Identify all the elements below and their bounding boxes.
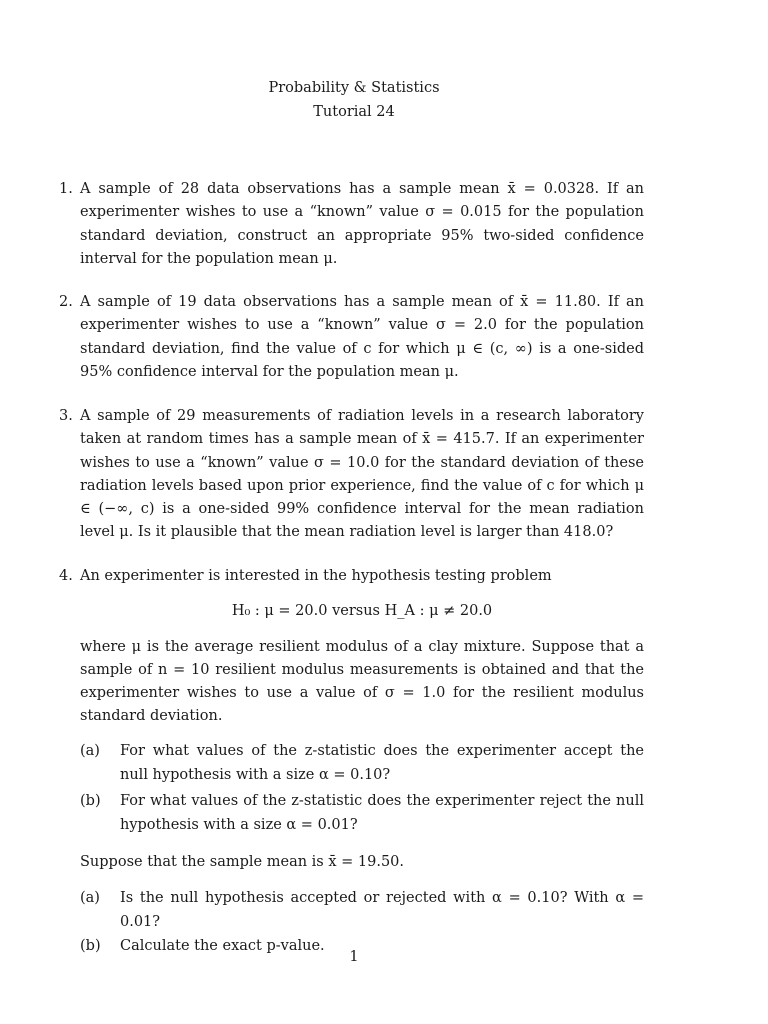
page-number: 1 bbox=[349, 949, 359, 965]
problem-number: 2. bbox=[59, 294, 73, 310]
sub-question-label: (b) bbox=[80, 792, 101, 809]
problem-number: 1. bbox=[59, 181, 73, 197]
sub-question-text: For what values of the z-statistic does the experimenter reject the null hypothesis with a size α = 0.01? bbox=[120, 792, 644, 833]
problem-text: A sample of 28 data observations has a sample mean x̄ = 0.0328. If an experimenter wishes to use a “known” value σ = 0.015 for the population standard deviation, construct an appropriate 95% two-sided confidence interval for the population mean μ. bbox=[80, 181, 644, 267]
hypothesis-statement: H₀ : μ = 20.0 versus H_A : μ ≠ 20.0 bbox=[231, 603, 493, 620]
document-title: Probability & Statistics bbox=[268, 80, 440, 96]
problem-text: A sample of 19 data observations has a sample mean of x̄ = 11.80. If an experimenter wishes to use a “known” value σ = 2.0 for the population standard deviation, find the value of c for which μ ∈ (c, ∞) is a one-sided 95% confidence interval for the population mean μ. bbox=[80, 294, 644, 380]
problem-4 bbox=[59, 565, 644, 958]
sample-mean-statement: Suppose that the sample mean is x̄ = 19.50. bbox=[80, 853, 405, 870]
sub-question-b1 bbox=[80, 789, 644, 837]
problem-3 bbox=[59, 405, 644, 545]
sub-question-label: (a) bbox=[80, 742, 100, 759]
problem-4-body: where μ is the average resilient modulus of a clay mixture. Suppose that a sample of n = 10 resilient modulus measurements is obtained and that the experimenter wishes to use a value of σ = 1.0 for the resilient modulus standard deviation. bbox=[80, 638, 644, 725]
document-subtitle: Tutorial 24 bbox=[313, 104, 395, 120]
problem-number: 3. bbox=[59, 408, 73, 424]
problem-number: 4. bbox=[59, 568, 73, 584]
problem-text: A sample of 29 measurements of radiation levels in a research laboratory taken at random times has a sample mean of x̄ = 415.7. If an experimenter wishes to use a “known” value σ = 10.0 for the standard deviation of these radiation levels based upon prior experience, find the value of c for which μ ∈ (−∞, c) is a one-sided 99% confidence interval for the mean radiation level μ. Is it plausible that the mean radiation level is larger than 418.0? bbox=[80, 408, 644, 541]
problem-4-intro: An experimenter is interested in the hypothesis testing problem bbox=[80, 568, 552, 584]
sub-question-text: For what values of the z-statistic does the experimenter accept the null hypothesis with a size α = 0.10? bbox=[120, 742, 644, 783]
sub-question-text: Calculate the exact p-value. bbox=[120, 938, 325, 955]
problem-2 bbox=[59, 291, 644, 384]
sub-question-text: Is the null hypothesis accepted or rejected with α = 0.10? With α = 0.01? bbox=[120, 890, 644, 931]
sub-question-label: (b) bbox=[80, 938, 101, 955]
sub-question-a1 bbox=[80, 739, 644, 787]
sub-question-a2 bbox=[80, 886, 644, 934]
sub-question-label: (a) bbox=[80, 890, 100, 907]
problem-1 bbox=[59, 178, 644, 271]
